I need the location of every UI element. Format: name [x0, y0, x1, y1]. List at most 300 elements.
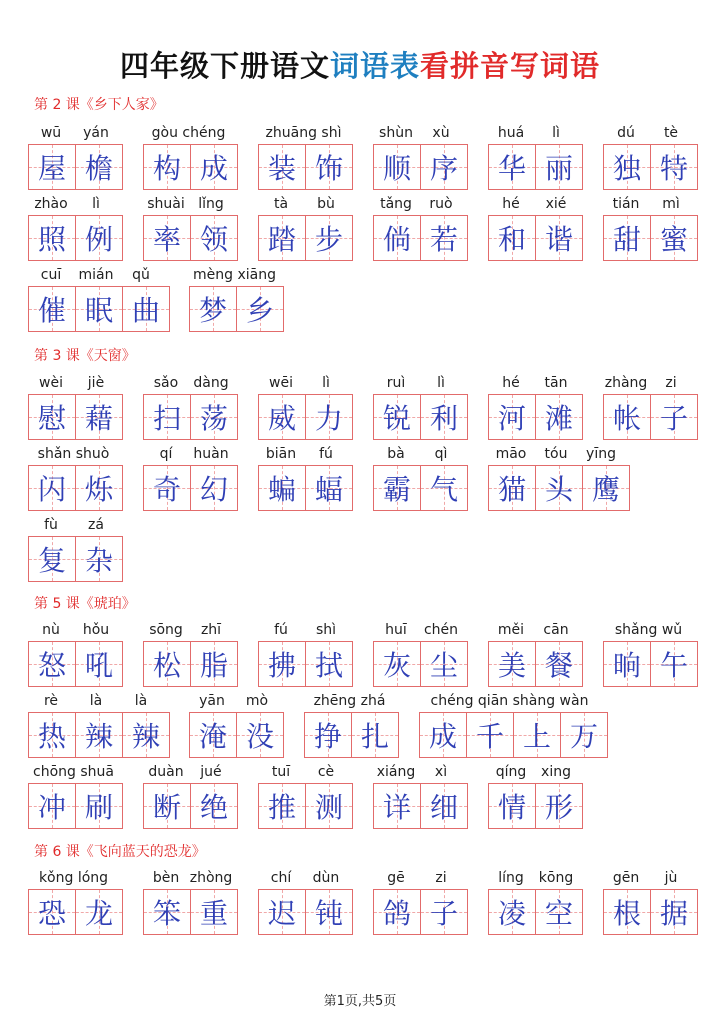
tianzige-cell: [75, 394, 123, 440]
hanzi-character: 步: [314, 223, 343, 256]
hanzi-character: 独: [612, 152, 641, 185]
pinyin-label: māo: [495, 446, 527, 462]
tianzige-cell: [258, 394, 306, 440]
hanzi-character: 凌: [497, 897, 526, 930]
pinyin-label: gē: [387, 870, 405, 886]
hanzi-character: 鸽: [382, 897, 411, 930]
pinyin-label: yān: [199, 693, 225, 709]
pinyin-label: xù: [432, 125, 450, 141]
tianzige-grid: [488, 144, 583, 190]
tianzige-cell: [28, 286, 76, 332]
word-item: [488, 622, 579, 688]
tianzige-grid: [143, 641, 238, 687]
pinyin-label: qíng: [495, 764, 527, 780]
hanzi-character: 和: [497, 223, 526, 256]
pinyin-label: bà: [387, 446, 405, 462]
word-item: [143, 764, 234, 830]
pinyin-label: lì: [322, 375, 330, 391]
page-title: [0, 44, 720, 85]
word-item: [28, 622, 119, 688]
hanzi-character: 眠: [84, 294, 113, 327]
pinyin-label: cè: [317, 764, 335, 780]
tianzige-cell: [143, 144, 191, 190]
hanzi-character: 踏: [267, 223, 296, 256]
tianzige-cell: [650, 215, 698, 261]
pinyin-label: dàng: [193, 375, 229, 391]
hanzi-character: 千: [475, 720, 504, 753]
tianzige-grid: [488, 783, 583, 829]
title-part-grade: 四年级下册语文: [119, 49, 330, 83]
pinyin-label: tǎng: [380, 196, 412, 212]
hanzi-character: 拭: [314, 649, 343, 682]
hanzi-character: 迟: [267, 897, 296, 930]
tianzige-cell: [420, 783, 468, 829]
hanzi-character: 据: [659, 897, 688, 930]
tianzige-cell: [603, 144, 651, 190]
tianzige-cell: [236, 286, 284, 332]
tianzige-cell: [258, 144, 306, 190]
tianzige-grid: [28, 641, 123, 687]
hanzi-character: 曲: [131, 294, 160, 327]
hanzi-character: 慰: [37, 402, 66, 435]
tianzige-cell: [122, 712, 170, 758]
tianzige-cell: [420, 144, 468, 190]
word-item: [304, 693, 395, 759]
hanzi-character: 顺: [382, 152, 411, 185]
pinyin-label: sōng: [149, 622, 183, 638]
hanzi-character: 蜜: [659, 223, 688, 256]
hanzi-character: 装: [267, 152, 296, 185]
tianzige-grid: [419, 712, 608, 758]
word-item: [143, 375, 234, 441]
hanzi-character: 没: [245, 720, 274, 753]
hanzi-character: 丽: [544, 152, 573, 185]
pinyin-label: ruò: [429, 196, 453, 212]
tianzige-cell: [535, 144, 583, 190]
pinyin-label: shǎn shuò: [37, 446, 110, 462]
tianzige-cell: [305, 144, 353, 190]
tianzige-grid: [28, 536, 123, 582]
tianzige-cell: [190, 215, 238, 261]
tianzige-grid: [258, 215, 353, 261]
hanzi-character: 辣: [131, 720, 160, 753]
page-footer: 第1页,共5页: [323, 994, 397, 1009]
pinyin-label: fú: [274, 622, 288, 638]
hanzi-character: 辣: [84, 720, 113, 753]
pinyin-label: tóu: [544, 446, 568, 462]
pinyin-label: měi: [497, 622, 525, 638]
hanzi-character: 猫: [497, 473, 526, 506]
tianzige-cell: [305, 465, 353, 511]
hanzi-character: 构: [152, 152, 181, 185]
word-item: [373, 764, 464, 830]
tianzige-cell: [236, 712, 284, 758]
pinyin-label: líng: [498, 870, 524, 886]
pinyin-label: rè: [43, 693, 59, 709]
tianzige-cell: [603, 889, 651, 935]
tianzige-cell: [143, 394, 191, 440]
pinyin-label: là: [134, 693, 148, 709]
hanzi-character: 推: [267, 791, 296, 824]
hanzi-character: 子: [659, 402, 688, 435]
tianzige-grid: [28, 712, 170, 758]
word-item: [258, 375, 349, 441]
hanzi-character: 威: [267, 402, 296, 435]
pinyin-label: wēi: [269, 375, 293, 391]
tianzige-cell: [28, 641, 76, 687]
pinyin-label: wèi: [39, 375, 63, 391]
tianzige-cell: [650, 889, 698, 935]
tianzige-grid: [603, 215, 698, 261]
tianzige-cell: [603, 394, 651, 440]
tianzige-cell: [420, 465, 468, 511]
hanzi-character: 钝: [314, 897, 343, 930]
tianzige-grid: [28, 286, 170, 332]
word-item: [488, 764, 579, 830]
word-item: [373, 375, 464, 441]
tianzige-cell: [535, 783, 583, 829]
tianzige-cell: [143, 889, 191, 935]
tianzige-cell: [190, 641, 238, 687]
word-item: [28, 764, 119, 830]
hanzi-character: 扫: [152, 402, 181, 435]
tianzige-cell: [75, 286, 123, 332]
hanzi-character: 倘: [382, 223, 411, 256]
tianzige-cell: [28, 712, 76, 758]
hanzi-character: 蝙: [267, 473, 296, 506]
word-item: [28, 196, 119, 262]
tianzige-cell: [122, 286, 170, 332]
hanzi-character: 冲: [37, 791, 66, 824]
word-item: [28, 693, 164, 759]
tianzige-cell: [650, 641, 698, 687]
pinyin-label: jiè: [87, 375, 105, 391]
pinyin-label: mián: [78, 267, 114, 283]
tianzige-cell: [75, 465, 123, 511]
tianzige-grid: [603, 144, 698, 190]
pinyin-label: zá: [88, 517, 104, 533]
hanzi-character: 形: [544, 791, 573, 824]
hanzi-character: 扎: [360, 720, 389, 753]
hanzi-character: 松: [152, 649, 181, 682]
pinyin-label: chōng shuā: [33, 764, 114, 780]
hanzi-character: 奇: [152, 473, 181, 506]
hanzi-character: 空: [544, 897, 573, 930]
tianzige-cell: [28, 783, 76, 829]
pinyin-label: là: [89, 693, 103, 709]
pinyin-label: tián: [612, 196, 640, 212]
tianzige-grid: [258, 144, 353, 190]
tianzige-grid: [28, 465, 123, 511]
tianzige-cell: [420, 394, 468, 440]
lesson-heading: 第 2 课《乡下人家》: [34, 97, 164, 113]
pinyin-label: xì: [434, 764, 448, 780]
tianzige-cell: [28, 394, 76, 440]
pinyin-label: zhòng: [189, 870, 233, 886]
tianzige-grid: [304, 712, 399, 758]
tianzige-cell: [190, 144, 238, 190]
tianzige-cell: [304, 712, 352, 758]
tianzige-grid: [258, 889, 353, 935]
pinyin-label: shì: [315, 622, 337, 638]
tianzige-cell: [488, 215, 536, 261]
hanzi-character: 鹰: [591, 473, 620, 506]
pinyin-label: chén: [423, 622, 459, 638]
tianzige-cell: [75, 641, 123, 687]
tianzige-cell: [258, 465, 306, 511]
pinyin-label: hé: [502, 196, 520, 212]
tianzige-cell: [603, 641, 651, 687]
tianzige-cell: [189, 712, 237, 758]
hanzi-character: 幻: [199, 473, 228, 506]
hanzi-character: 闪: [37, 473, 66, 506]
hanzi-character: 荡: [199, 402, 228, 435]
pinyin-label: yán: [83, 125, 109, 141]
pinyin-label: wū: [40, 125, 62, 141]
tianzige-grid: [603, 394, 698, 440]
hanzi-character: 美: [497, 649, 526, 682]
hanzi-character: 上: [522, 720, 551, 753]
tianzige-cell: [75, 215, 123, 261]
tianzige-cell: [373, 641, 421, 687]
tianzige-cell: [488, 889, 536, 935]
tianzige-grid: [28, 215, 123, 261]
word-item: [143, 196, 234, 262]
pinyin-label: lì: [552, 125, 560, 141]
tianzige-cell: [75, 783, 123, 829]
lesson-heading: 第 3 课《天窗》: [34, 348, 136, 364]
tianzige-grid: [373, 641, 468, 687]
hanzi-character: 餐: [544, 649, 573, 682]
tianzige-grid: [189, 286, 284, 332]
hanzi-character: 笨: [152, 897, 181, 930]
pinyin-label: shùn: [379, 125, 413, 141]
pinyin-label: mì: [662, 196, 680, 212]
word-item: [373, 196, 464, 262]
pinyin-label: chéng qiān shàng wàn: [430, 693, 589, 709]
word-item: [488, 125, 579, 191]
pinyin-label: kǒng lóng: [38, 870, 109, 886]
pinyin-label: tè: [663, 125, 679, 141]
word-item: [28, 125, 119, 191]
hanzi-character: 龙: [84, 897, 113, 930]
hanzi-character: 蝠: [314, 473, 343, 506]
word-item: [258, 764, 349, 830]
tianzige-cell: [420, 215, 468, 261]
hanzi-character: 力: [314, 402, 343, 435]
pinyin-label: lì: [437, 375, 445, 391]
word-item: [143, 125, 234, 191]
tianzige-cell: [650, 144, 698, 190]
tianzige-cell: [488, 144, 536, 190]
tianzige-grid: [603, 889, 698, 935]
hanzi-character: 屋: [37, 152, 66, 185]
word-item: [258, 870, 349, 936]
hanzi-character: 霸: [382, 473, 411, 506]
word-item: [488, 375, 579, 441]
tianzige-grid: [488, 215, 583, 261]
tianzige-cell: [488, 783, 536, 829]
tianzige-grid: [28, 144, 123, 190]
hanzi-character: 尘: [429, 649, 458, 682]
pinyin-label: sǎo: [153, 375, 179, 391]
pinyin-label: fú: [319, 446, 333, 462]
word-item: [258, 125, 349, 191]
pinyin-label: mèng xiāng: [193, 267, 276, 283]
tianzige-grid: [143, 394, 238, 440]
pinyin-label: duàn: [148, 764, 184, 780]
word-item: [189, 693, 280, 759]
tianzige-cell: [28, 889, 76, 935]
hanzi-character: 藉: [84, 402, 113, 435]
pinyin-label: dú: [617, 125, 635, 141]
tianzige-grid: [258, 641, 353, 687]
hanzi-character: 细: [429, 791, 458, 824]
hanzi-character: 滩: [544, 402, 573, 435]
tianzige-cell: [420, 889, 468, 935]
word-item: [373, 125, 464, 191]
pinyin-label: jù: [664, 870, 678, 886]
pinyin-label: bèn: [152, 870, 180, 886]
tianzige-grid: [28, 783, 123, 829]
hanzi-character: 特: [659, 152, 688, 185]
tianzige-cell: [582, 465, 630, 511]
tianzige-cell: [190, 783, 238, 829]
tianzige-grid: [488, 394, 583, 440]
hanzi-character: 绝: [199, 791, 228, 824]
hanzi-character: 子: [429, 897, 458, 930]
pinyin-label: tān: [544, 375, 568, 391]
tianzige-cell: [305, 783, 353, 829]
tianzige-grid: [488, 889, 583, 935]
hanzi-character: 若: [429, 223, 458, 256]
tianzige-grid: [373, 394, 468, 440]
pinyin-label: zhào: [34, 196, 68, 212]
tianzige-cell: [75, 536, 123, 582]
tianzige-cell: [258, 641, 306, 687]
tianzige-cell: [560, 712, 608, 758]
hanzi-character: 测: [314, 791, 343, 824]
hanzi-character: 率: [152, 223, 181, 256]
tianzige-cell: [488, 641, 536, 687]
tianzige-cell: [603, 215, 651, 261]
pinyin-label: ruì: [386, 375, 406, 391]
tianzige-cell: [420, 641, 468, 687]
tianzige-grid: [143, 783, 238, 829]
tianzige-cell: [535, 394, 583, 440]
pinyin-label: zi: [435, 870, 447, 886]
hanzi-character: 烁: [84, 473, 113, 506]
tianzige-grid: [373, 215, 468, 261]
pinyin-label: zi: [665, 375, 677, 391]
word-item: [189, 267, 280, 333]
word-item: [603, 375, 694, 441]
pinyin-label: zhēng zhá: [313, 693, 386, 709]
tianzige-grid: [258, 394, 353, 440]
pinyin-label: lì: [92, 196, 100, 212]
pinyin-label: qí: [159, 446, 173, 462]
title-part-wordlist: 词语表: [329, 49, 420, 83]
tianzige-grid: [373, 144, 468, 190]
lesson-heading: 第 6 课《飞向蓝天的恐龙》: [34, 844, 206, 860]
pinyin-label: chí: [270, 870, 292, 886]
hanzi-character: 催: [37, 294, 66, 327]
pinyin-label: zhī: [200, 622, 222, 638]
hanzi-character: 杂: [84, 544, 113, 577]
tianzige-cell: [258, 783, 306, 829]
hanzi-character: 详: [382, 791, 411, 824]
tianzige-cell: [373, 394, 421, 440]
hanzi-character: 怒: [37, 649, 66, 682]
tianzige-grid: [189, 712, 284, 758]
tianzige-grid: [143, 215, 238, 261]
word-item: [488, 446, 624, 512]
tianzige-cell: [189, 286, 237, 332]
word-item: [28, 446, 119, 512]
hanzi-character: 午: [659, 649, 688, 682]
word-item: [28, 375, 119, 441]
tianzige-cell: [373, 215, 421, 261]
word-item: [488, 196, 579, 262]
word-item: [143, 446, 234, 512]
hanzi-character: 乡: [245, 294, 274, 327]
hanzi-character: 复: [37, 544, 66, 577]
hanzi-character: 谐: [544, 223, 573, 256]
hanzi-character: 利: [429, 402, 458, 435]
pinyin-label: huī: [385, 622, 407, 638]
pinyin-label: gòu chéng: [151, 125, 226, 141]
tianzige-cell: [650, 394, 698, 440]
tianzige-cell: [305, 215, 353, 261]
word-item: [488, 870, 579, 936]
pinyin-label: bù: [317, 196, 335, 212]
tianzige-cell: [75, 144, 123, 190]
word-item: [373, 446, 464, 512]
tianzige-cell: [28, 215, 76, 261]
hanzi-character: 淹: [198, 720, 227, 753]
pinyin-label: lǐng: [198, 196, 224, 212]
tianzige-cell: [28, 144, 76, 190]
pinyin-label: xing: [541, 764, 571, 780]
pinyin-label: tuī: [271, 764, 291, 780]
pinyin-label: gēn: [612, 870, 640, 886]
tianzige-cell: [75, 712, 123, 758]
hanzi-character: 晌: [612, 649, 641, 682]
tianzige-cell: [190, 465, 238, 511]
tianzige-cell: [305, 889, 353, 935]
pinyin-label: zhàng: [604, 375, 648, 391]
tianzige-cell: [28, 536, 76, 582]
word-item: [258, 446, 349, 512]
word-item: [143, 870, 234, 936]
tianzige-cell: [373, 889, 421, 935]
pinyin-label: dùn: [312, 870, 340, 886]
tianzige-cell: [143, 641, 191, 687]
word-item: [143, 622, 234, 688]
hanzi-character: 吼: [84, 649, 113, 682]
hanzi-character: 重: [199, 897, 228, 930]
tianzige-cell: [351, 712, 399, 758]
tianzige-grid: [603, 641, 698, 687]
hanzi-character: 刷: [84, 791, 113, 824]
tianzige-cell: [143, 215, 191, 261]
word-item: [28, 517, 119, 583]
hanzi-character: 例: [84, 223, 113, 256]
tianzige-grid: [143, 889, 238, 935]
hanzi-character: 领: [199, 223, 228, 256]
hanzi-character: 饰: [314, 152, 343, 185]
hanzi-character: 成: [199, 152, 228, 185]
